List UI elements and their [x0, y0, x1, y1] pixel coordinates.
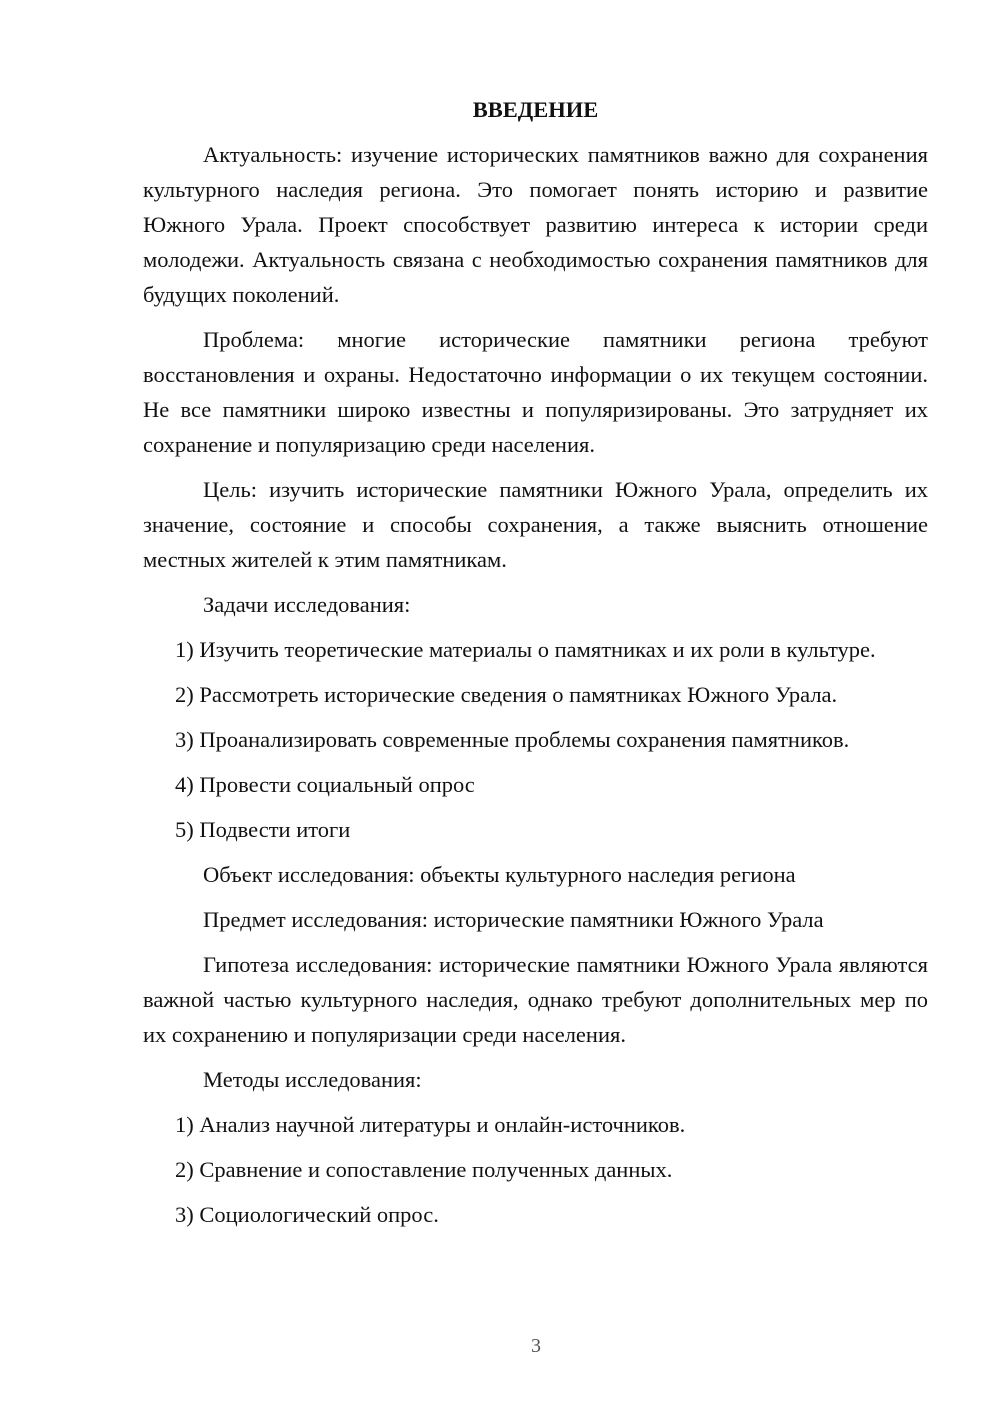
- page-content: [143, 92, 928, 1242]
- task-item: 3) Проанализировать современные проблемы сохранения памятников.: [175, 727, 850, 752]
- tasks-heading: Задачи исследования:: [203, 592, 411, 617]
- method-item: 2) Сравнение и сопоставление полученных данных.: [175, 1157, 673, 1182]
- relevance-paragraph: Актуальность: изучение исторических памятников важно для сохранения культурного наследия региона. Это помогает понять историю и развитие Южного Урала. Проект способствует развитию интереса к истории среди молодежи. Актуальность связана с необходимостью сохранения памятников для будущих поколений.: [143, 142, 928, 307]
- page-number: 3: [531, 1335, 541, 1357]
- methods-heading: Методы исследования:: [203, 1067, 422, 1092]
- task-item: 1) Изучить теоретические материалы о памятниках и их роли в культуре.: [175, 637, 876, 662]
- hypothesis-paragraph: Гипотеза исследования: исторические памятники Южного Урала являются важной частью культурного наследия, однако требуют дополнительных мер по их сохранению и популяризации среди населения.: [143, 952, 928, 1047]
- method-item: 3) Социологический опрос.: [175, 1202, 439, 1227]
- goal-paragraph: Цель: изучить исторические памятники Южного Урала, определить их значение, состояние и способы сохранения, а также выяснить отношение местных жителей к этим памятникам.: [143, 477, 928, 572]
- task-item: 4) Провести социальный опрос: [175, 772, 475, 797]
- method-item: 1) Анализ научной литературы и онлайн-источников.: [175, 1112, 686, 1137]
- task-item: 5) Подвести итоги: [175, 817, 351, 842]
- object-paragraph: Объект исследования: объекты культурного наследия региона: [203, 862, 796, 887]
- page-title: ВВЕДЕНИЕ: [472, 97, 599, 122]
- task-item: 2) Рассмотреть исторические сведения о памятниках Южного Урала.: [175, 682, 838, 707]
- problem-paragraph: Проблема: многие исторические памятники региона требуют восстановления и охраны. Недостаточно информации о их текущем состоянии. Не все памятники широко известны и популяризированы. Это затрудняет их сохранение и популяризацию среди населения.: [143, 327, 928, 457]
- subject-paragraph: Предмет исследования: исторические памятники Южного Урала: [203, 907, 824, 932]
